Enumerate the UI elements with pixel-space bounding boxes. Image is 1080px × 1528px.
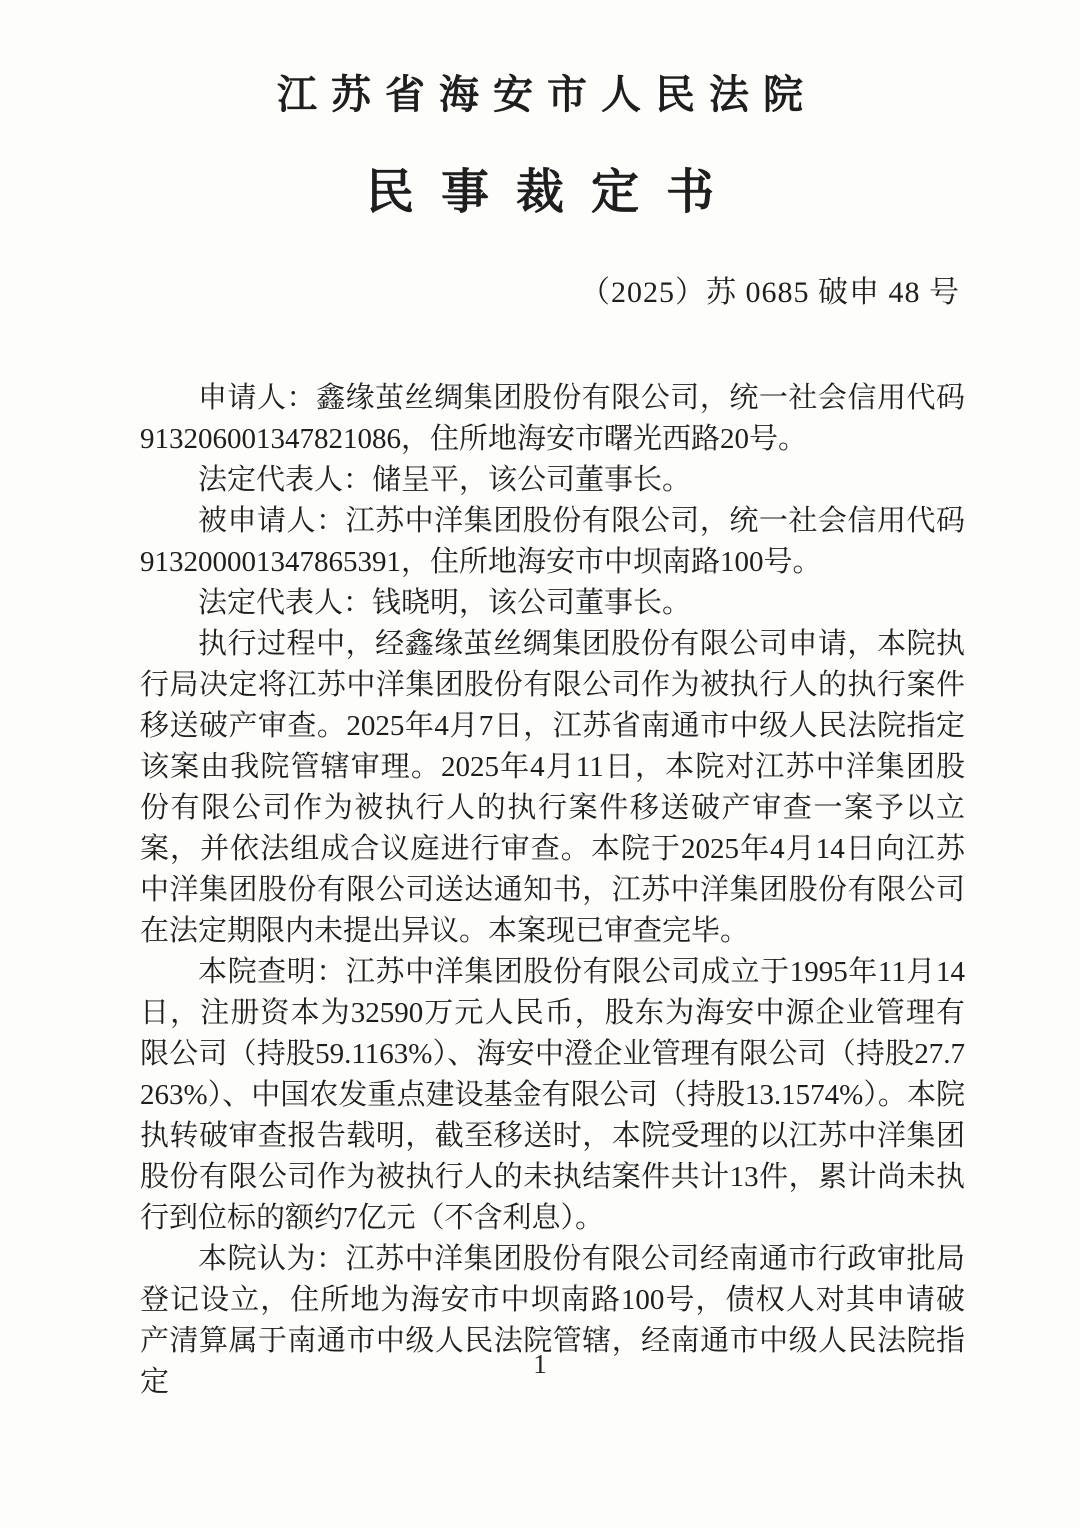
court-name-heading: 江苏省海安市人民法院 xyxy=(277,72,817,117)
paragraph-applicant-legal-representative: 法定代表人：储呈平，该公司董事长。 xyxy=(198,464,692,496)
paragraph-applicant: 申请人：鑫缘茧丝绸集团股份有限公司，统一社会信用代码913206001347821086，住所地海安市曙光西路20号。 xyxy=(140,382,965,455)
paragraph-court-opinion: 本院认为：江苏中洋集团股份有限公司经南通市行政审批局登记设立，住所地为海安市中坝南路100号，债权人对其申请破产清算属于南通市中级人民法院管辖，经南通市中级人民法院指定 xyxy=(140,1243,965,1398)
case-number: （2025）苏 0685 破申 48 号 xyxy=(580,276,960,309)
paragraph-court-findings: 本院查明：江苏中洋集团股份有限公司成立于1995年11月14日，注册资本为32590万元人民币，股东为海安中源企业管理有限公司（持股59.1163%）、海安中澄企业管理有限公司（持股27.7263%）、中国农发重点建设基金有限公司（持股13.1574%）。本院执转破审查报告载明，截至移送时，本院受理的以江苏中洋集团股份有限公司作为被执行人的未执结案件共计13件，累计尚未执行到位标的额约7亿元（不含利息）。 xyxy=(140,956,965,1234)
paragraph-procedure-history: 执行过程中，经鑫缘茧丝绸集团股份有限公司申请，本院执行局决定将江苏中洋集团股份有限公司作为被执行人的执行案件移送破产审查。2025年4月7日，江苏省南通市中级人民法院指定该案由我院管辖审理。2025年4月11日，本院对江苏中洋集团股份有限公司作为被执行人的执行案件移送破产审查一案予以立案，并依法组成合议庭进行审查。本院于2025年4月14日向江苏中洋集团股份有限公司送达通知书，江苏中洋集团股份有限公司在法定期限内未提出异议。本案现已审查完毕。 xyxy=(140,628,965,947)
page-number: 1 xyxy=(533,1349,547,1379)
paragraph-respondent: 被申请人：江苏中洋集团股份有限公司，统一社会信用代码913200001347865391，住所地海安市中坝南路100号。 xyxy=(140,505,965,578)
paragraph-respondent-legal-representative: 法定代表人：钱晓明，该公司董事长。 xyxy=(198,587,692,619)
document-title: 民事裁定书 xyxy=(365,166,741,219)
document-body xyxy=(0,378,1080,1403)
